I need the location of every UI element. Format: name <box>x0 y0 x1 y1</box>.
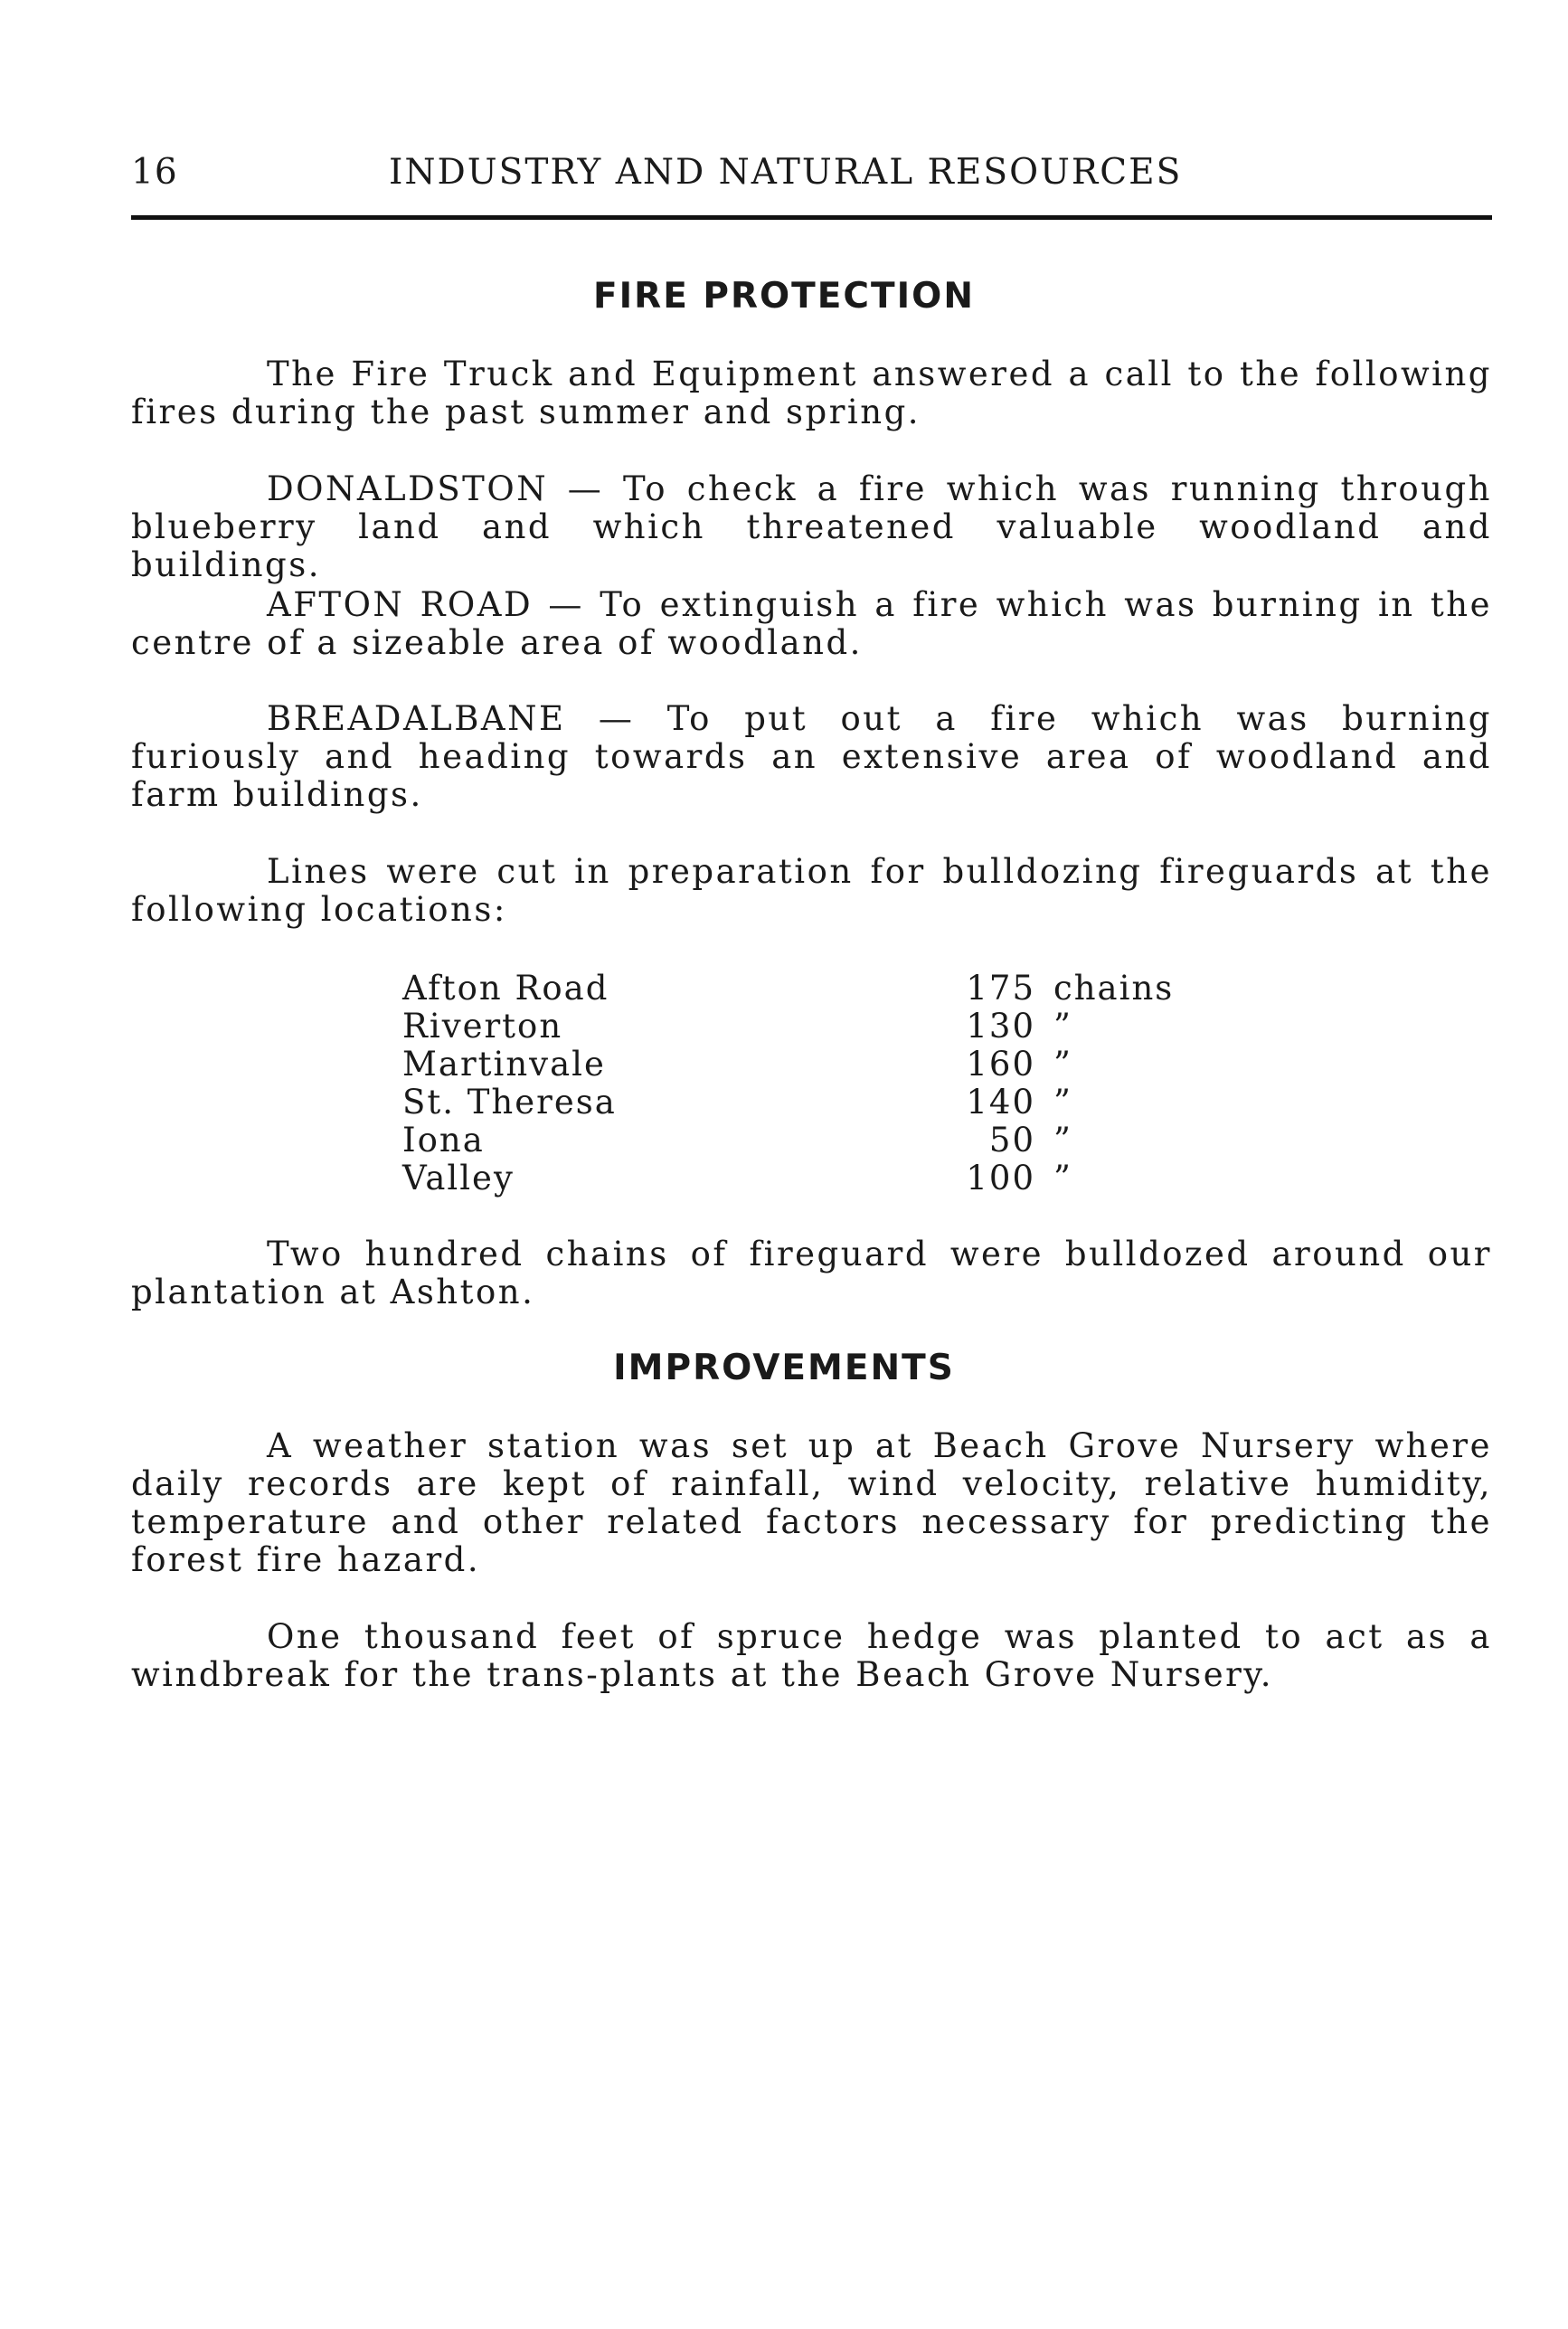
location-chains: 50 <box>988 1121 1035 1160</box>
location-unit: ” <box>1053 1121 1072 1160</box>
section-heading-improvements: IMPROVEMENTS <box>613 1348 955 1388</box>
location-unit: ” <box>1053 1083 1072 1122</box>
location-chains: 140 <box>966 1083 1035 1122</box>
section-heading-fire-protection: FIRE PROTECTION <box>593 276 975 317</box>
location-chains: 175 <box>966 969 1035 1008</box>
location-name: St. Theresa <box>402 1083 617 1122</box>
location-chains: 160 <box>966 1045 1035 1084</box>
location-name: Riverton <box>402 1007 563 1046</box>
table-row <box>402 1046 1216 1084</box>
fire-intro-paragraph: The Fire Truck and Equipment answered a call to the following fires during the past summer and spring. <box>131 355 1492 431</box>
location-name: Valley <box>402 1159 515 1198</box>
location-name: Iona <box>402 1121 485 1160</box>
table-row <box>402 970 1216 1008</box>
location-name: Martinvale <box>402 1045 606 1084</box>
fireguard-closing-paragraph: Two hundred chains of fireguard were bulldozed around our plantation at Ashton. <box>131 1235 1492 1311</box>
fire-entry-donaldston: DONALDSTON — To check a fire which was running through blueberry land and which threatened valuable woodland and buildings. <box>131 469 1492 584</box>
location-unit: ” <box>1053 1007 1072 1046</box>
table-row <box>402 1122 1216 1160</box>
location-unit: ” <box>1053 1045 1072 1084</box>
location-name: Afton Road <box>402 969 609 1008</box>
improvements-spruce-hedge-paragraph: One thousand feet of spruce hedge was planted to act as a windbreak for the trans-plants at the Beach Grove Nursery. <box>131 1617 1492 1694</box>
fireguard-locations-table <box>402 970 1216 1198</box>
table-row <box>402 1160 1216 1198</box>
running-head: INDUSTRY AND NATURAL RESOURCES <box>389 152 1183 193</box>
fire-entry-afton-road: AFTON ROAD — To extinguish a fire which was burning in the centre of a sizeable area of woodland. <box>131 585 1492 662</box>
page-header <box>131 152 1492 206</box>
page-number: 16 <box>131 152 178 193</box>
improvements-weather-station-paragraph: A weather station was set up at Beach Grove Nursery where daily records are kept of rainfall, wind velocity, relative humidity, temperature and other related factors necessary for predicting the forest fire hazard. <box>131 1426 1492 1579</box>
table-row <box>402 1084 1216 1122</box>
fire-entry-breadalbane: BREADALBANE — To put out a fire which was burning furiously and heading towards an extensive area of woodland and farm buildings. <box>131 699 1492 814</box>
location-unit: chains <box>1053 969 1175 1008</box>
location-chains: 100 <box>966 1159 1035 1198</box>
location-chains: 130 <box>966 1007 1035 1046</box>
fireguard-lines-intro: Lines were cut in preparation for bulldozing fireguards at the following locations: <box>131 852 1492 929</box>
location-unit: ” <box>1053 1159 1072 1198</box>
header-rule <box>131 215 1492 220</box>
table-row <box>402 1008 1216 1046</box>
